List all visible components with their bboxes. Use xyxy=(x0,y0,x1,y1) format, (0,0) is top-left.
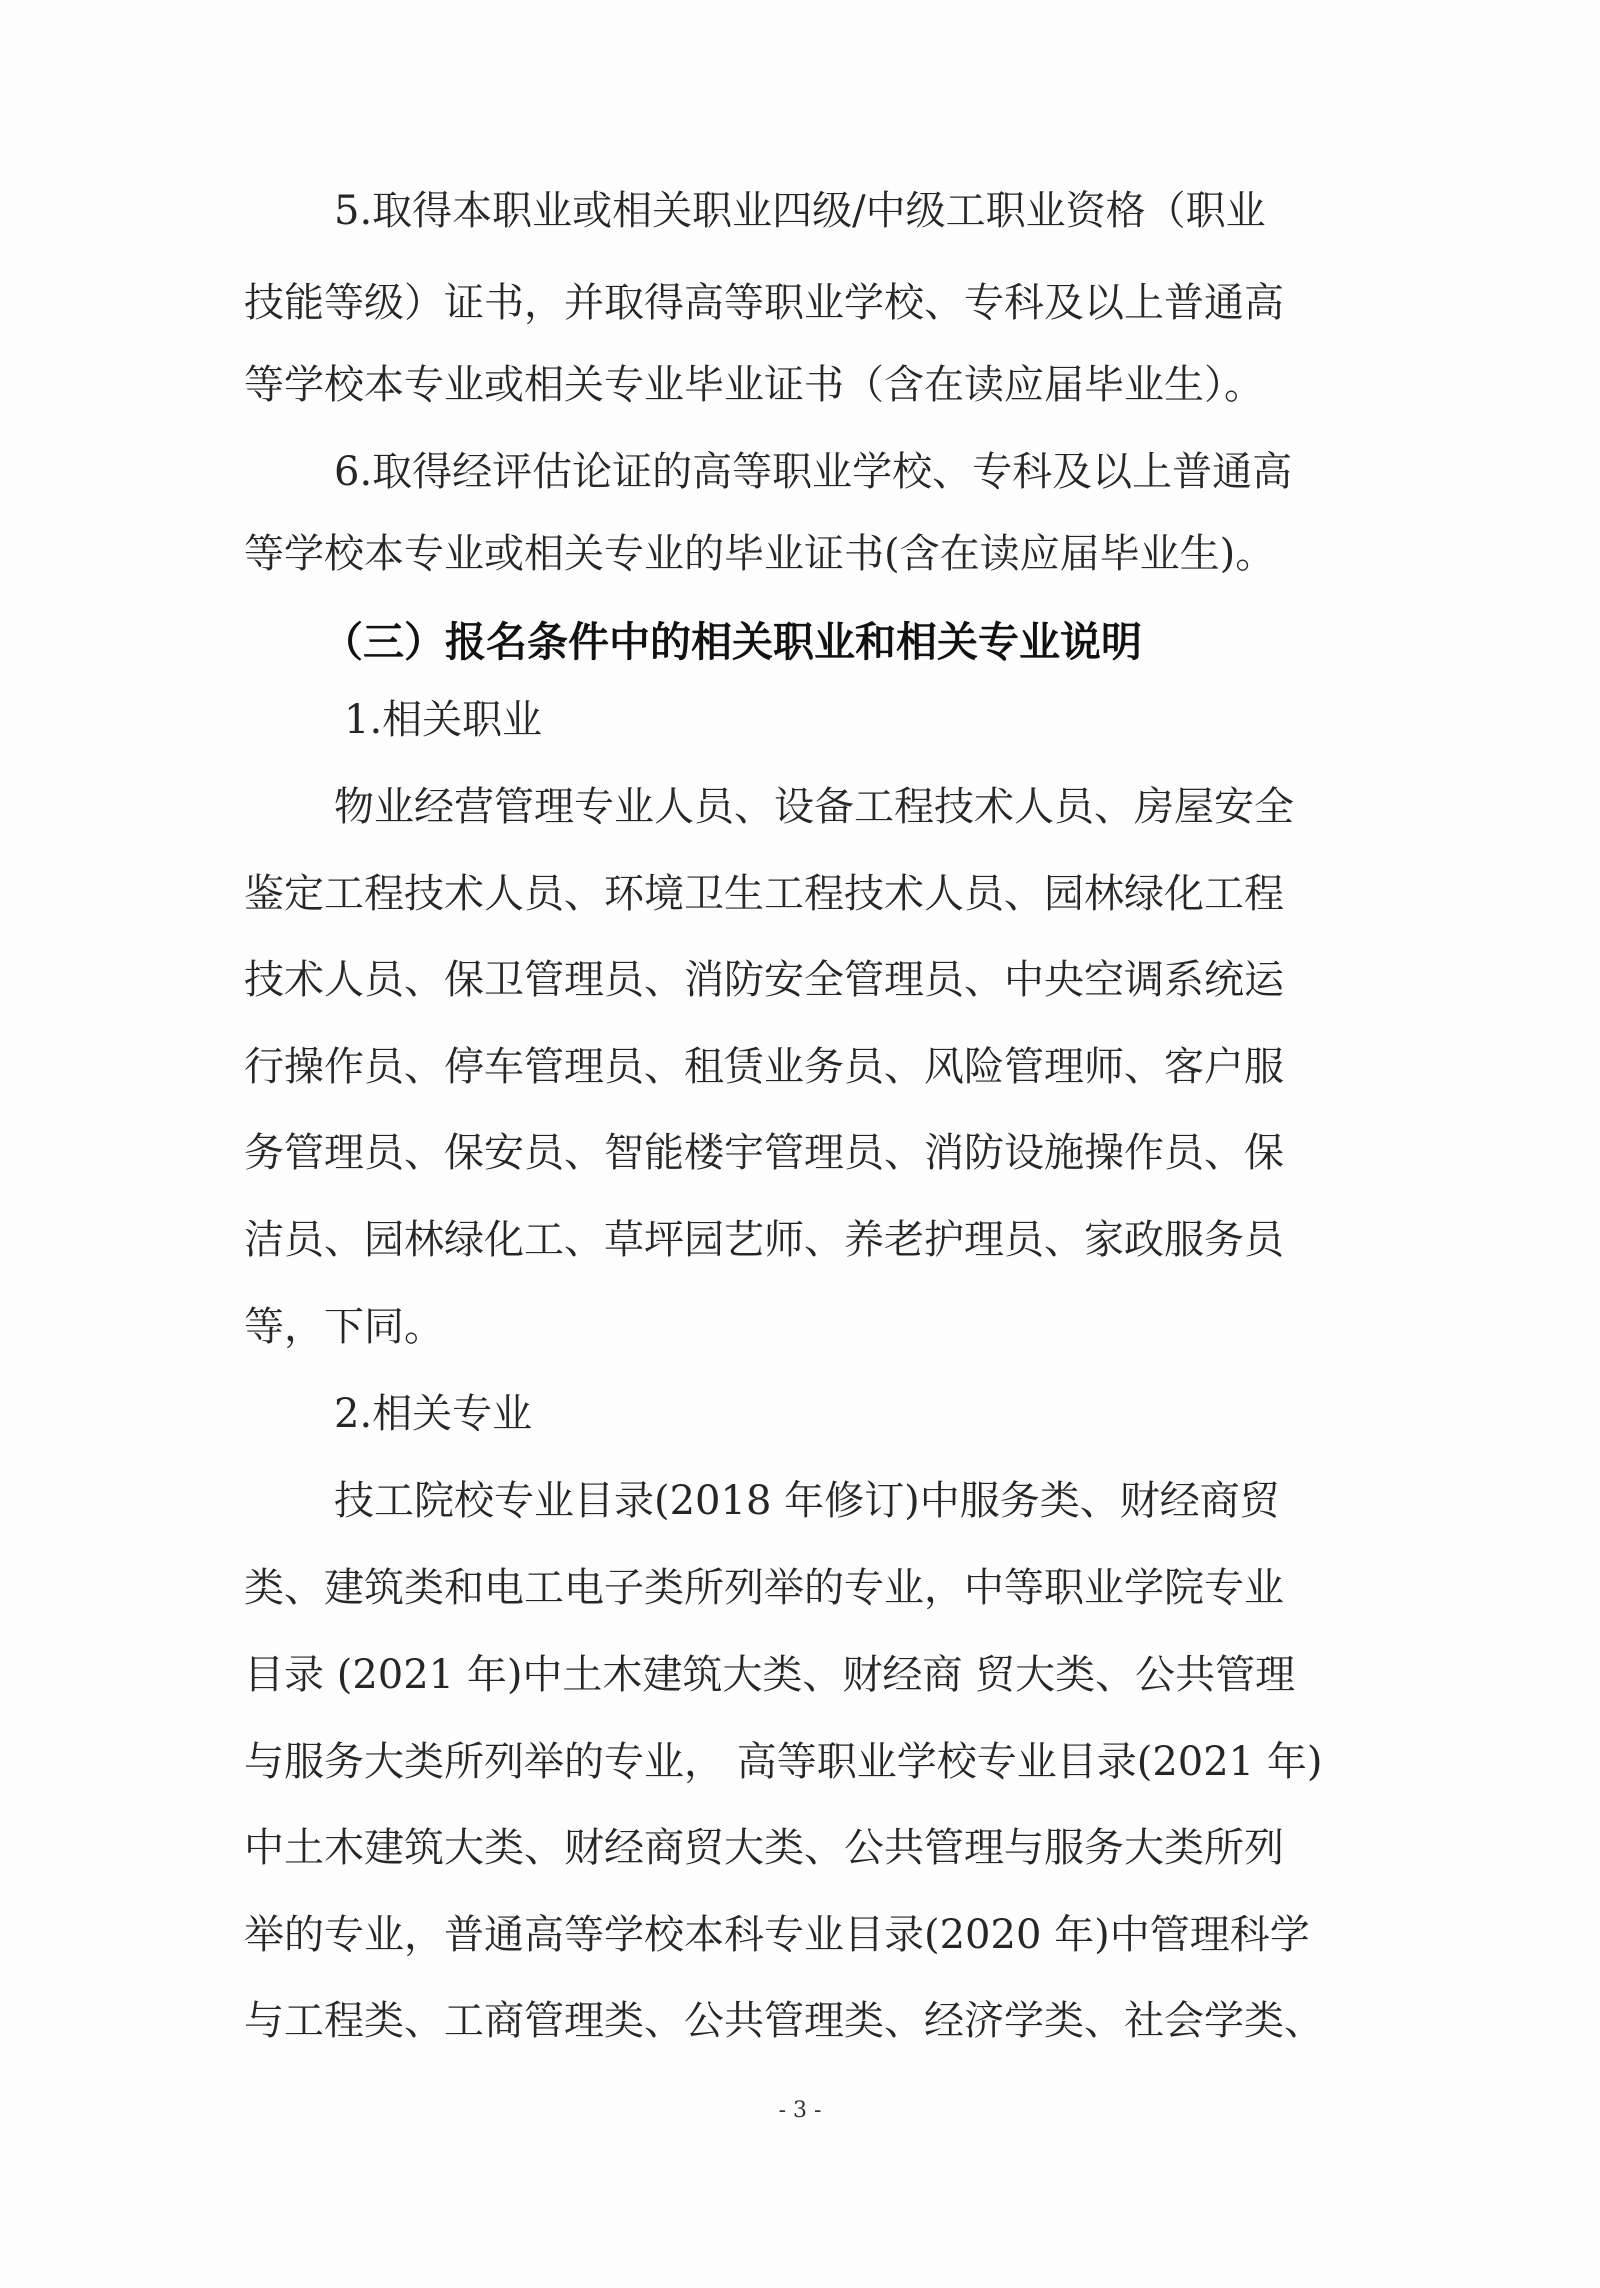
subsection-label: 1.相关职业 xyxy=(344,697,543,743)
text-line: 中土木建筑大类、财经商贸大类、公共管理与服务大类所列 xyxy=(244,1825,1284,1871)
text-line: 洁员、园林绿化工、草坪园艺师、养老护理员、家政服务员 xyxy=(244,1217,1284,1263)
text-line: 5.取得本职业或相关职业四级/中级工职业资格（职业 xyxy=(334,188,1266,234)
text-line: 等，下同。 xyxy=(244,1304,444,1350)
page-number: - 3 - xyxy=(778,2098,822,2123)
text-line: 技工院校专业目录(2018 年修订)中服务类、财经商贸 xyxy=(334,1478,1280,1524)
text-line: 与服务大类所列举的专业， 高等职业学校专业目录(2021 年) xyxy=(244,1739,1323,1785)
text-line: 6.取得经评估论证的高等职业学校、专科及以上普通高 xyxy=(334,449,1293,495)
text-line: 举的专业，普通高等学校本科专业目录(2020 年)中管理科学 xyxy=(244,1912,1310,1958)
text-line: 技能等级）证书，并取得高等职业学校、专科及以上普通高 xyxy=(244,280,1284,326)
text-line: 与工程类、工商管理类、公共管理类、经济学类、社会学类、 xyxy=(244,1998,1324,2044)
text-line: 技术人员、保卫管理员、消防安全管理员、中央空调系统运 xyxy=(244,957,1284,1003)
text-line: 行操作员、停车管理员、租赁业务员、风险管理师、客户服 xyxy=(244,1044,1284,1090)
subsection-label: 2.相关专业 xyxy=(334,1391,533,1437)
section-heading: （三）报名条件中的相关职业和相关专业说明 xyxy=(322,618,1142,666)
text-line: 物业经营管理专业人员、设备工程技术人员、房屋安全 xyxy=(334,784,1294,830)
text-line: 务管理员、保安员、智能楼宇管理员、消防设施操作员、保 xyxy=(244,1130,1284,1176)
text-line: 鉴定工程技术人员、环境卫生工程技术人员、园林绿化工程 xyxy=(244,871,1284,917)
text-line: 等学校本专业或相关专业毕业证书（含在读应届毕业生）。 xyxy=(244,362,1264,408)
text-line: 目录 (2021 年)中土木建筑大类、财经商 贸大类、公共管理 xyxy=(244,1652,1296,1698)
text-line: 类、建筑类和电工电子类所列举的专业，中等职业学院专业 xyxy=(244,1565,1284,1611)
text-line: 等学校本专业或相关专业的毕业证书(含在读应届毕业生)。 xyxy=(244,531,1276,577)
